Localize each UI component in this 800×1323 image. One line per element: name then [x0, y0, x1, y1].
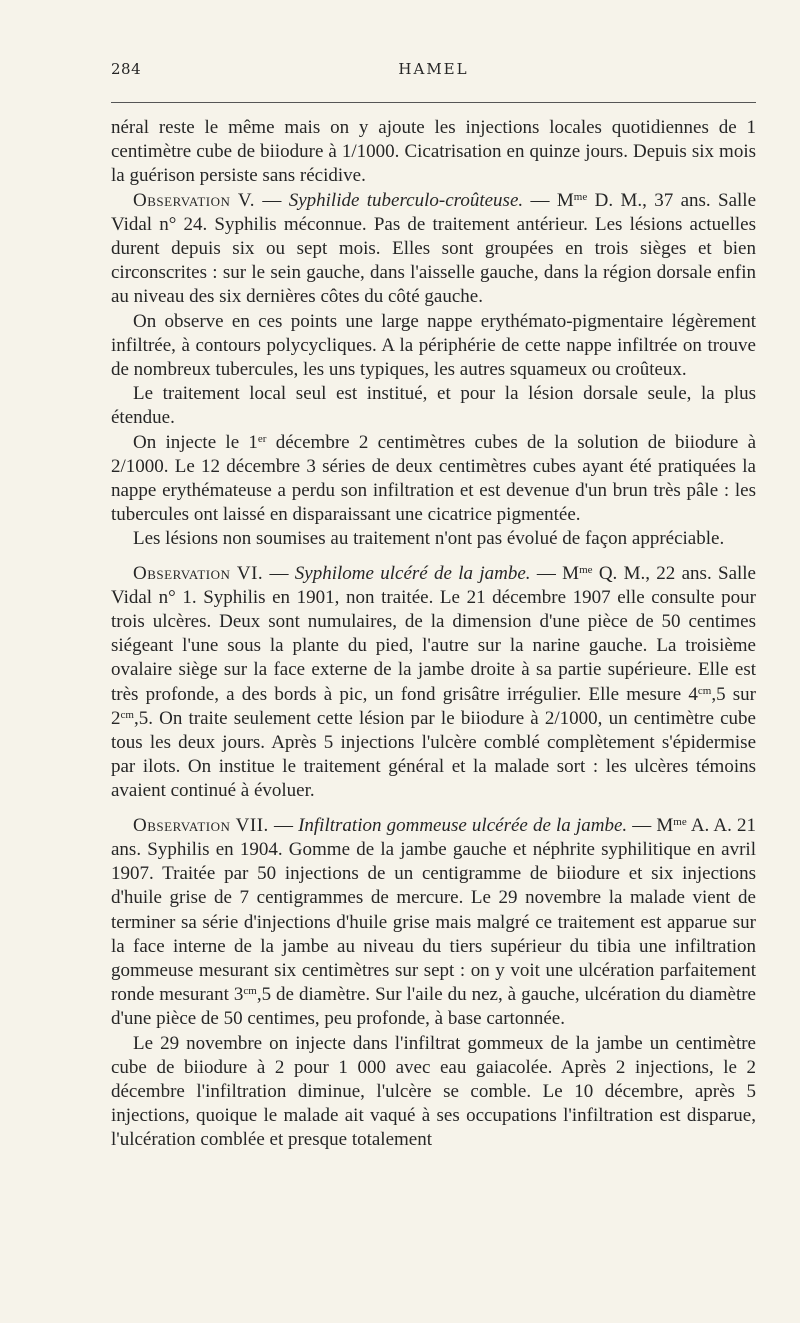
observation-vi: Observation VI. — Syphilome ulcéré de la jambe. — $M^{me}$ Q. M., 22 ans. Salle Vidal n° 1. Syphilis en 1901, non traitée. Le 21 décembre 1907 elle consulte pour trois ulcères. Deux sont numulaires, de la dimension d'une pièce de 50 centimes siégeant l'une sous la plante du pied, l'autre sur la narine gauche. La troisième ovalaire siège sur la face externe de la jambe droite à sa partie supérieure. Elle est très profonde, a des bords à pic, un fond grisâtre irrégulier. Elle mesure $4^{cm},5$ sur $2^{cm},5$. On traite seulement cette lésion par le biiodure à 2/1000, un centimètre cube tous les deux jours. Après 5 injections l'ulcère comblé complètement s'épidermise par ilots. On institue le traitement général et la malade sort : les ulcères témoins avaient continué à évoluer.	[111, 562, 756, 802]
paragraph: Le traitement local seul est institué, et pour la lésion dorsale seule, la plus étendue.	[111, 383, 756, 429]
observation-label: Observation VI.	[133, 562, 264, 584]
paragraph: néral reste le même mais on y ajoute les injections locales quotidiennes de 1 centimètre cube de biiodure à 1/1000. Cicatrisation en quinze jours. Depuis six mois la guérison persiste sans récidive.	[111, 117, 756, 187]
observation-title: Syphilide tuberculo-croûteuse.	[288, 189, 524, 211]
observation-label: Observation V.	[133, 189, 255, 211]
paragraph: On observe en ces points une large nappe erythémato-pigmentaire légèrement infiltrée, à contours polycycliques. A la périphérie de cette nappe infiltrée on trouve de nombreux tubercules, les uns typiques, les autres squameux ou croûteux.	[111, 310, 756, 381]
page-number: 284	[111, 60, 142, 78]
running-head: HAMEL	[398, 60, 469, 78]
observation-v: Observation V. — Syphilide tuberculo-croûteuse. — $M^{me}$ D. M., 37 ans. Salle Vidal n° 24. Syphilis méconnue. Pas de traitement antérieur. Les lésions actuelles durent depuis six ou sept mois. Elles sont groupées en trois sièges et bien circonscrites : sur le sein gauche, dans l'aisselle gauche, dans la région dorsale enfin au niveau des six dernières côtes du côté gauche.	[111, 189, 757, 308]
observation-title: Syphilome ulcéré de la jambe.	[294, 562, 531, 584]
header-rule	[111, 102, 756, 103]
paragraph: Le 29 novembre on injecte dans l'infiltrat gommeux de la jambe un centimètre cube de biiodure à 2 pour 1 000 avec eau gaiacolée. Après 2 injections, le 2 décembre l'infiltration diminue, l'ulcère se comble. Le 10 décembre, après 5 injections, quoique le malade ait vaqué à ses occupations l'infiltration est disparue, l'ulcération comblée et presque totalement	[111, 1032, 756, 1151]
paragraph: Les lésions non soumises au traitement n'ont pas évolué de façon appréciable.	[133, 528, 725, 550]
paragraph: On injecte le 1er décembre 2 centimètres cubes de la solution de biiodure à 2/1000. Le 12 décembre 3 séries de deux centimètres cubes ayant été pratiquées la nappe erythémateuse a perdu son infiltration et est devenue d'un brun très pâle : les tubercules ont laissé en disparaissant une cicatrice pigmentée.	[111, 431, 756, 526]
observation-vii: Observation VII. — Infiltration gommeuse ulcérée de la jambe. — $M^{me}$ A. A. 21 ans. Syphilis en 1904. Gomme de la jambe gauche et néphrite syphilitique en avril 1907. Traitée par 50 injections de un centigramme de biiodure et six injections d'huile grise de 7 centigrammes de mercure. Le 29 novembre la malade vient de terminer sa série d'injections d'huile grise mais malgré ce traitement est apparue sur la face interne de la jambe au niveau du tiers supérieur du tibia une infiltration gommeuse mesurant six centimètres sur sept : on y voit une ulcération parfaitement ronde mesurant $3^{cm},5$ de diamètre. Sur l'aile du nez, à gauche, ulcération du diamètre d'une pièce de 50 centimes, peu profonde, à base cartonnée.	[111, 814, 756, 1030]
body-text	[111, 116, 756, 1153]
observation-title: Infiltration gommeuse ulcérée de la jambe.	[298, 814, 628, 836]
observation-label: Observation VII.	[133, 814, 269, 836]
